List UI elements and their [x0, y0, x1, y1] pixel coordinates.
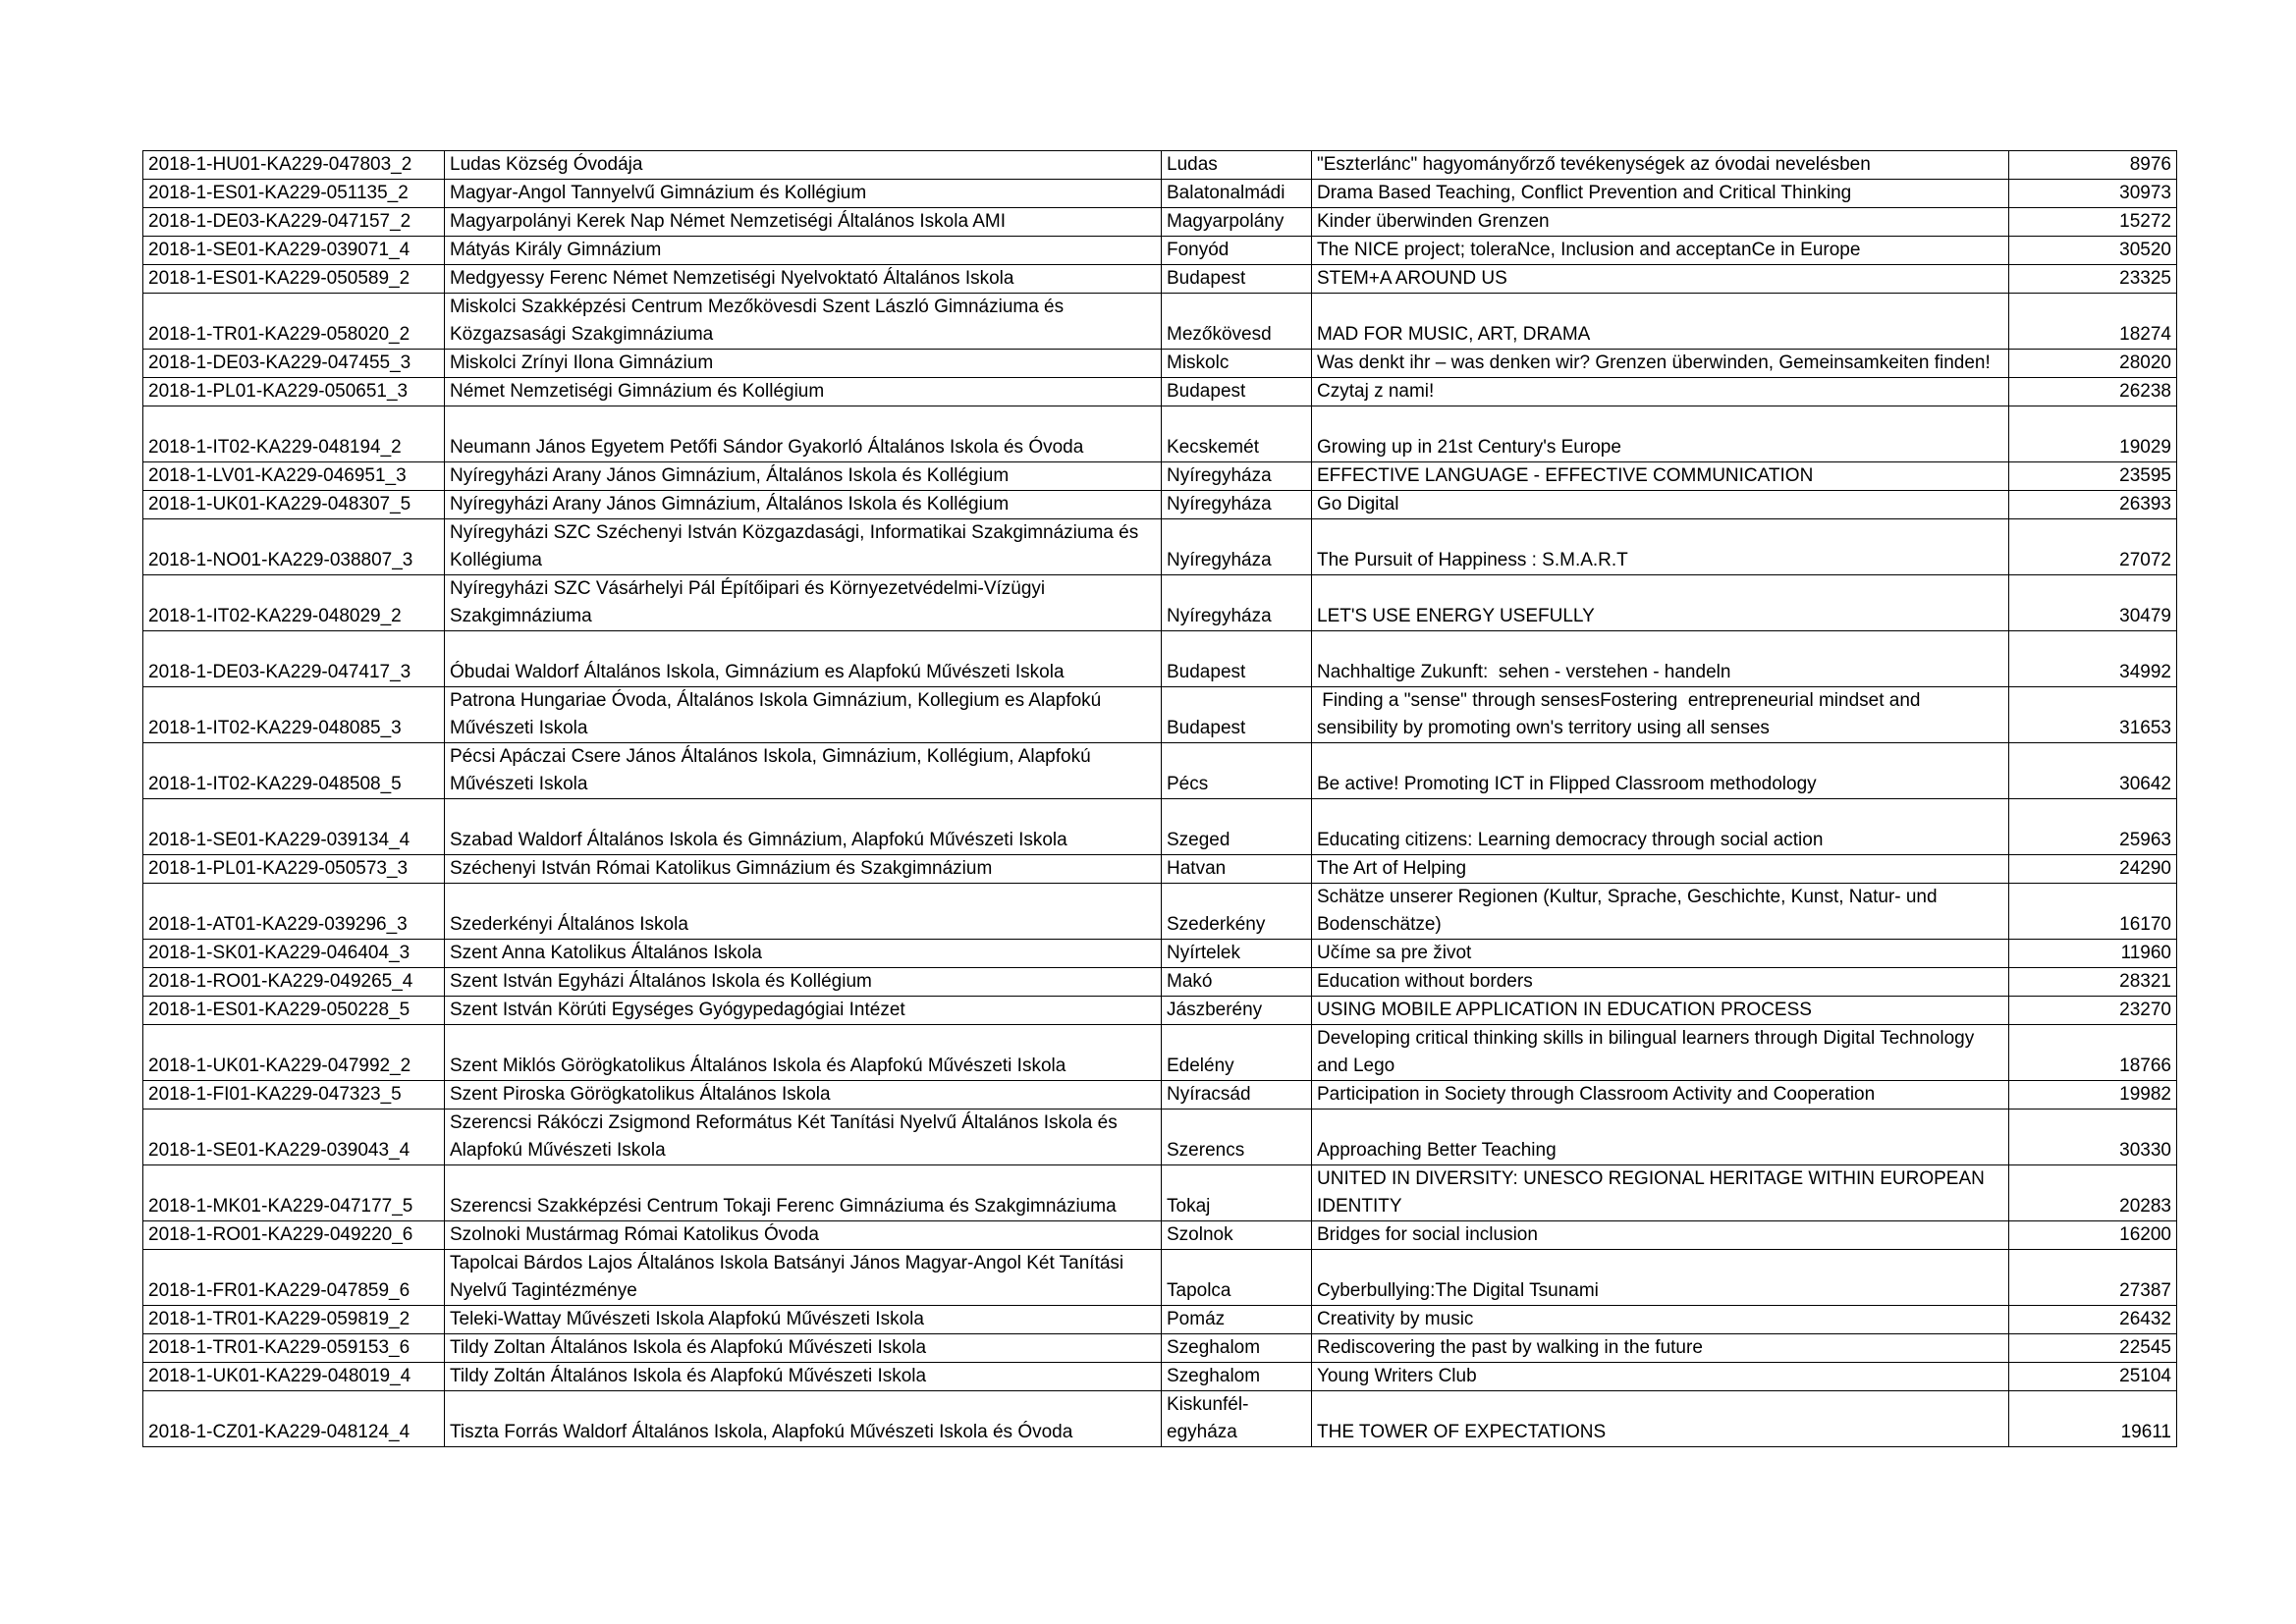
grant-amount-cell: 19982 — [2009, 1081, 2177, 1110]
project-title-cell: MAD FOR MUSIC, ART, DRAMA — [1312, 294, 2009, 350]
table-row — [143, 855, 2177, 884]
city-cell: Budapest — [1162, 631, 1312, 687]
city-cell: Nyíracsád — [1162, 1081, 1312, 1110]
city-cell: Pomáz — [1162, 1306, 1312, 1334]
project-id-cell: 2018-1-SE01-KA229-039134_4 — [143, 799, 445, 855]
project-title-cell: Education without borders — [1312, 968, 2009, 997]
school-name-cell: Szent István Körúti Egységes Gyógypedagógiai Intézet — [445, 997, 1162, 1025]
school-name-cell: Pécsi Apáczai Csere János Általános Iskola, Gimnázium, Kollégium, Alapfokú Művészeti Iskola — [445, 743, 1162, 799]
city-cell: Szederkény — [1162, 884, 1312, 940]
city-cell: Miskolc — [1162, 350, 1312, 378]
grant-amount-cell: 30330 — [2009, 1110, 2177, 1165]
city-cell: Balatonalmádi — [1162, 180, 1312, 208]
project-id-cell: 2018-1-CZ01-KA229-048124_4 — [143, 1391, 445, 1447]
city-cell: Kiskunfél- egyháza — [1162, 1391, 1312, 1447]
project-id-cell: 2018-1-FI01-KA229-047323_5 — [143, 1081, 445, 1110]
project-id-cell: 2018-1-ES01-KA229-050228_5 — [143, 997, 445, 1025]
project-title-cell: Cyberbullying:The Digital Tsunami — [1312, 1250, 2009, 1306]
project-title-cell: Creativity by music — [1312, 1306, 2009, 1334]
city-cell: Magyarpolány — [1162, 208, 1312, 237]
project-id-cell: 2018-1-IT02-KA229-048194_2 — [143, 406, 445, 462]
city-cell: Tokaj — [1162, 1165, 1312, 1221]
table-row — [143, 1306, 2177, 1334]
project-title-cell: Schätze unserer Regionen (Kultur, Sprache, Geschichte, Kunst, Natur- und Bodenschätze) — [1312, 884, 2009, 940]
project-title-cell: Developing critical thinking skills in bilingual learners through Digital Technology and Lego — [1312, 1025, 2009, 1081]
project-title-cell: The Art of Helping — [1312, 855, 2009, 884]
school-name-cell: Szent István Egyházi Általános Iskola és Kollégium — [445, 968, 1162, 997]
school-name-cell: Patrona Hungariae Óvoda, Általános Iskola Gimnázium, Kollegium es Alapfokú Művészeti Iskola — [445, 687, 1162, 743]
city-cell: Pécs — [1162, 743, 1312, 799]
grant-amount-cell: 26432 — [2009, 1306, 2177, 1334]
project-id-cell: 2018-1-UK01-KA229-047992_2 — [143, 1025, 445, 1081]
table-row — [143, 1081, 2177, 1110]
grant-amount-cell: 28020 — [2009, 350, 2177, 378]
project-title-cell: The NICE project; toleraNce, Inclusion and acceptanCe in Europe — [1312, 237, 2009, 265]
project-id-cell: 2018-1-IT02-KA229-048029_2 — [143, 575, 445, 631]
school-name-cell: Teleki-Wattay Művészeti Iskola Alapfokú Művészeti Iskola — [445, 1306, 1162, 1334]
table-row — [143, 1250, 2177, 1306]
table-row — [143, 575, 2177, 631]
grant-amount-cell: 23325 — [2009, 265, 2177, 294]
project-id-cell: 2018-1-TR01-KA229-059819_2 — [143, 1306, 445, 1334]
project-title-cell: USING MOBILE APPLICATION IN EDUCATION PROCESS — [1312, 997, 2009, 1025]
city-cell: Nyírtelek — [1162, 940, 1312, 968]
grant-amount-cell: 26238 — [2009, 378, 2177, 406]
project-id-cell: 2018-1-SE01-KA229-039071_4 — [143, 237, 445, 265]
table-row — [143, 237, 2177, 265]
project-title-cell: Bridges for social inclusion — [1312, 1221, 2009, 1250]
table-row — [143, 180, 2177, 208]
project-id-cell: 2018-1-IT02-KA229-048508_5 — [143, 743, 445, 799]
table-row — [143, 1165, 2177, 1221]
project-id-cell: 2018-1-HU01-KA229-047803_2 — [143, 151, 445, 180]
school-name-cell: Tapolcai Bárdos Lajos Általános Iskola Batsányi János Magyar-Angol Két Tanítási Nyelvű Tagintézménye — [445, 1250, 1162, 1306]
grant-amount-cell: 30642 — [2009, 743, 2177, 799]
school-name-cell: Miskolci Zrínyi Ilona Gimnázium — [445, 350, 1162, 378]
grant-amount-cell: 23270 — [2009, 997, 2177, 1025]
table-row — [143, 406, 2177, 462]
grant-amount-cell: 22545 — [2009, 1334, 2177, 1363]
grant-amount-cell: 16170 — [2009, 884, 2177, 940]
school-name-cell: Magyarpolányi Kerek Nap Német Nemzetiségi Általános Iskola AMI — [445, 208, 1162, 237]
project-id-cell: 2018-1-NO01-KA229-038807_3 — [143, 519, 445, 575]
project-title-cell: Educating citizens: Learning democracy through social action — [1312, 799, 2009, 855]
project-title-cell: LET'S USE ENERGY USEFULLY — [1312, 575, 2009, 631]
table-row — [143, 1110, 2177, 1165]
project-id-cell: 2018-1-TR01-KA229-058020_2 — [143, 294, 445, 350]
school-name-cell: Tiszta Forrás Waldorf Általános Iskola, Alapfokú Művészeti Iskola és Óvoda — [445, 1391, 1162, 1447]
school-name-cell: Miskolci Szakképzési Centrum Mezőkövesdi Szent László Gimnáziuma és Közgazsasági Szakgimnáziuma — [445, 294, 1162, 350]
grant-amount-cell: 8976 — [2009, 151, 2177, 180]
school-name-cell: Nyíregyházi Arany János Gimnázium, Általános Iskola és Kollégium — [445, 462, 1162, 491]
table-row — [143, 743, 2177, 799]
school-name-cell: Szolnoki Mustármag Római Katolikus Óvoda — [445, 1221, 1162, 1250]
project-id-cell: 2018-1-RO01-KA229-049220_6 — [143, 1221, 445, 1250]
city-cell: Szeghalom — [1162, 1334, 1312, 1363]
table-body — [143, 151, 2177, 1447]
table-row — [143, 1025, 2177, 1081]
project-id-cell: 2018-1-RO01-KA229-049265_4 — [143, 968, 445, 997]
school-name-cell: Tildy Zoltán Általános Iskola és Alapfokú Művészeti Iskola — [445, 1363, 1162, 1391]
city-cell: Makó — [1162, 968, 1312, 997]
city-cell: Nyíregyháza — [1162, 575, 1312, 631]
city-cell: Nyíregyháza — [1162, 462, 1312, 491]
project-title-cell: Czytaj z nami! — [1312, 378, 2009, 406]
project-title-cell: Go Digital — [1312, 491, 2009, 519]
grant-amount-cell: 24290 — [2009, 855, 2177, 884]
city-cell: Mezőkövesd — [1162, 294, 1312, 350]
project-title-cell: Growing up in 21st Century's Europe — [1312, 406, 2009, 462]
project-title-cell: UNITED IN DIVERSITY: UNESCO REGIONAL HERITAGE WITHIN EUROPEAN IDENTITY — [1312, 1165, 2009, 1221]
table-row — [143, 799, 2177, 855]
table-row — [143, 1363, 2177, 1391]
grant-amount-cell: 11960 — [2009, 940, 2177, 968]
city-cell: Szolnok — [1162, 1221, 1312, 1250]
grant-amount-cell: 31653 — [2009, 687, 2177, 743]
table-row — [143, 884, 2177, 940]
project-id-cell: 2018-1-TR01-KA229-059153_6 — [143, 1334, 445, 1363]
school-name-cell: Tildy Zoltan Általános Iskola és Alapfokú Művészeti Iskola — [445, 1334, 1162, 1363]
project-id-cell: 2018-1-FR01-KA229-047859_6 — [143, 1250, 445, 1306]
project-id-cell: 2018-1-ES01-KA229-050589_2 — [143, 265, 445, 294]
project-id-cell: 2018-1-DE03-KA229-047455_3 — [143, 350, 445, 378]
project-table-sheet — [142, 150, 2176, 1447]
grant-amount-cell: 34992 — [2009, 631, 2177, 687]
school-name-cell: Szent Anna Katolikus Általános Iskola — [445, 940, 1162, 968]
grant-amount-cell: 25963 — [2009, 799, 2177, 855]
project-id-cell: 2018-1-MK01-KA229-047177_5 — [143, 1165, 445, 1221]
project-title-cell: Rediscovering the past by walking in the future — [1312, 1334, 2009, 1363]
grant-amount-cell: 27072 — [2009, 519, 2177, 575]
project-id-cell: 2018-1-PL01-KA229-050573_3 — [143, 855, 445, 884]
project-id-cell: 2018-1-DE03-KA229-047157_2 — [143, 208, 445, 237]
city-cell: Jászberény — [1162, 997, 1312, 1025]
project-title-cell: Učíme sa pre život — [1312, 940, 2009, 968]
city-cell: Szeghalom — [1162, 1363, 1312, 1391]
city-cell: Nyíregyháza — [1162, 491, 1312, 519]
school-name-cell: Magyar-Angol Tannyelvű Gimnázium és Kollégium — [445, 180, 1162, 208]
project-title-cell: Finding a "sense" through sensesFostering entrepreneurial mindset and sensibility by promoting own's territory using all senses — [1312, 687, 2009, 743]
city-cell: Budapest — [1162, 265, 1312, 294]
school-name-cell: Mátyás Király Gimnázium — [445, 237, 1162, 265]
city-cell: Szeged — [1162, 799, 1312, 855]
project-id-cell: 2018-1-ES01-KA229-051135_2 — [143, 180, 445, 208]
school-name-cell: Széchenyi István Római Katolikus Gimnázium és Szakgimnázium — [445, 855, 1162, 884]
city-cell: Ludas — [1162, 151, 1312, 180]
grant-amount-cell: 25104 — [2009, 1363, 2177, 1391]
project-title-cell: Nachhaltige Zukunft: sehen - verstehen - handeln — [1312, 631, 2009, 687]
project-title-cell: STEM+A AROUND US — [1312, 265, 2009, 294]
grant-amount-cell: 28321 — [2009, 968, 2177, 997]
school-name-cell: Neumann János Egyetem Petőfi Sándor Gyakorló Általános Iskola és Óvoda — [445, 406, 1162, 462]
grant-amount-cell: 30973 — [2009, 180, 2177, 208]
grant-amount-cell: 18766 — [2009, 1025, 2177, 1081]
table-row — [143, 378, 2177, 406]
project-title-cell: Young Writers Club — [1312, 1363, 2009, 1391]
school-name-cell: Ludas Község Óvodája — [445, 151, 1162, 180]
grant-amount-cell: 18274 — [2009, 294, 2177, 350]
table-row — [143, 265, 2177, 294]
city-cell: Budapest — [1162, 378, 1312, 406]
table-row — [143, 1334, 2177, 1363]
city-cell: Nyíregyháza — [1162, 519, 1312, 575]
project-title-cell: The Pursuit of Happiness : S.M.A.R.T — [1312, 519, 2009, 575]
project-title-cell: THE TOWER OF EXPECTATIONS — [1312, 1391, 2009, 1447]
table-row — [143, 997, 2177, 1025]
city-cell: Kecskemét — [1162, 406, 1312, 462]
project-id-cell: 2018-1-PL01-KA229-050651_3 — [143, 378, 445, 406]
project-title-cell: EFFECTIVE LANGUAGE - EFFECTIVE COMMUNICATION — [1312, 462, 2009, 491]
project-id-cell: 2018-1-UK01-KA229-048019_4 — [143, 1363, 445, 1391]
project-title-cell: Kinder überwinden Grenzen — [1312, 208, 2009, 237]
project-id-cell: 2018-1-LV01-KA229-046951_3 — [143, 462, 445, 491]
project-id-cell: 2018-1-UK01-KA229-048307_5 — [143, 491, 445, 519]
school-name-cell: Szerencsi Rákóczi Zsigmond Református Két Tanítási Nyelvű Általános Iskola és Alapfokú Művészeti Iskola — [445, 1110, 1162, 1165]
school-name-cell: Medgyessy Ferenc Német Nemzetiségi Nyelvoktató Általános Iskola — [445, 265, 1162, 294]
school-name-cell: Szent Piroska Görögkatolikus Általános Iskola — [445, 1081, 1162, 1110]
grant-amount-cell: 15272 — [2009, 208, 2177, 237]
school-name-cell: Szerencsi Szakképzési Centrum Tokaji Ferenc Gimnáziuma és Szakgimnáziuma — [445, 1165, 1162, 1221]
project-title-cell: Be active! Promoting ICT in Flipped Classroom methodology — [1312, 743, 2009, 799]
project-table — [142, 150, 2177, 1447]
school-name-cell: Nyíregyházi SZC Széchenyi István Közgazdasági, Informatikai Szakgimnáziuma és Kollégiuma — [445, 519, 1162, 575]
city-cell: Fonyód — [1162, 237, 1312, 265]
table-row — [143, 462, 2177, 491]
table-row — [143, 151, 2177, 180]
grant-amount-cell: 30479 — [2009, 575, 2177, 631]
grant-amount-cell: 26393 — [2009, 491, 2177, 519]
school-name-cell: Szent Miklós Görögkatolikus Általános Iskola és Alapfokú Művészeti Iskola — [445, 1025, 1162, 1081]
table-row — [143, 968, 2177, 997]
grant-amount-cell: 19029 — [2009, 406, 2177, 462]
project-title-cell: Approaching Better Teaching — [1312, 1110, 2009, 1165]
table-row — [143, 294, 2177, 350]
city-cell: Tapolca — [1162, 1250, 1312, 1306]
school-name-cell: Német Nemzetiségi Gimnázium és Kollégium — [445, 378, 1162, 406]
project-id-cell: 2018-1-SE01-KA229-039043_4 — [143, 1110, 445, 1165]
school-name-cell: Szabad Waldorf Általános Iskola és Gimnázium, Alapfokú Művészeti Iskola — [445, 799, 1162, 855]
school-name-cell: Szederkényi Általános Iskola — [445, 884, 1162, 940]
table-row — [143, 208, 2177, 237]
table-row — [143, 631, 2177, 687]
table-row — [143, 1221, 2177, 1250]
grant-amount-cell: 20283 — [2009, 1165, 2177, 1221]
school-name-cell: Nyíregyházi SZC Vásárhelyi Pál Építőipari és Környezetvédelmi-Vízügyi Szakgimnáziuma — [445, 575, 1162, 631]
project-id-cell: 2018-1-AT01-KA229-039296_3 — [143, 884, 445, 940]
table-row — [143, 1391, 2177, 1447]
table-row — [143, 940, 2177, 968]
city-cell: Szerencs — [1162, 1110, 1312, 1165]
city-cell: Edelény — [1162, 1025, 1312, 1081]
project-title-cell: Was denkt ihr – was denken wir? Grenzen überwinden, Gemeinsamkeiten finden! — [1312, 350, 2009, 378]
table-row — [143, 350, 2177, 378]
table-row — [143, 519, 2177, 575]
school-name-cell: Nyíregyházi Arany János Gimnázium, Általános Iskola és Kollégium — [445, 491, 1162, 519]
project-title-cell: Participation in Society through Classroom Activity and Cooperation — [1312, 1081, 2009, 1110]
project-title-cell: "Eszterlánc" hagyományőrző tevékenységek az óvodai nevelésben — [1312, 151, 2009, 180]
city-cell: Hatvan — [1162, 855, 1312, 884]
project-id-cell: 2018-1-DE03-KA229-047417_3 — [143, 631, 445, 687]
grant-amount-cell: 27387 — [2009, 1250, 2177, 1306]
table-row — [143, 491, 2177, 519]
grant-amount-cell: 16200 — [2009, 1221, 2177, 1250]
grant-amount-cell: 30520 — [2009, 237, 2177, 265]
school-name-cell: Óbudai Waldorf Általános Iskola, Gimnázium es Alapfokú Művészeti Iskola — [445, 631, 1162, 687]
grant-amount-cell: 19611 — [2009, 1391, 2177, 1447]
project-title-cell: Drama Based Teaching, Conflict Prevention and Critical Thinking — [1312, 180, 2009, 208]
project-id-cell: 2018-1-IT02-KA229-048085_3 — [143, 687, 445, 743]
grant-amount-cell: 23595 — [2009, 462, 2177, 491]
city-cell: Budapest — [1162, 687, 1312, 743]
table-row — [143, 687, 2177, 743]
project-id-cell: 2018-1-SK01-KA229-046404_3 — [143, 940, 445, 968]
